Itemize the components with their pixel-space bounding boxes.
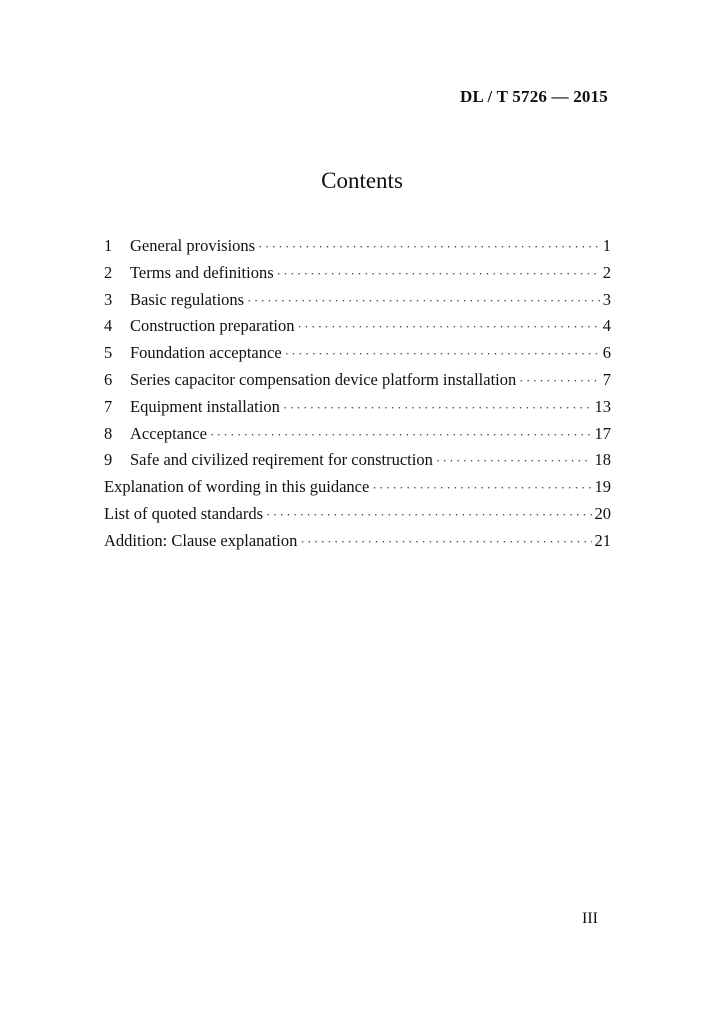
toc-entry-number: 1 bbox=[104, 236, 113, 255]
dot-leader bbox=[266, 507, 591, 523]
toc-entry-page: 18 bbox=[594, 450, 611, 470]
dot-leader bbox=[298, 319, 600, 335]
dot-leader bbox=[283, 400, 592, 416]
toc-entry-basic-regulations[interactable] bbox=[104, 290, 611, 317]
toc-entry-page: 2 bbox=[602, 262, 611, 282]
toc-entry-page: 17 bbox=[594, 423, 611, 443]
toc-entry-page: 4 bbox=[602, 316, 611, 336]
toc-entry-construction-preparation[interactable] bbox=[104, 316, 611, 343]
toc-entry-page: 13 bbox=[594, 396, 611, 416]
toc-entry-number: 7 bbox=[104, 396, 113, 416]
toc-entry-explanation-of-wording[interactable] bbox=[104, 477, 611, 504]
toc-entry-number: 9 bbox=[104, 450, 113, 470]
dot-leader bbox=[210, 427, 592, 443]
toc-entry-equipment-installation[interactable] bbox=[104, 397, 611, 424]
toc-entry-foundation-acceptance[interactable] bbox=[104, 343, 611, 370]
dot-leader bbox=[258, 239, 600, 255]
toc-entry-title: Terms and definitions bbox=[130, 262, 274, 282]
toc-entry-number: 3 bbox=[104, 289, 113, 309]
toc-entry-title: Explanation of wording in this guidance bbox=[104, 477, 370, 497]
toc-entry-quoted-standards[interactable] bbox=[104, 504, 611, 531]
dot-leader bbox=[277, 266, 600, 282]
toc-entry-number: 6 bbox=[104, 369, 113, 389]
dot-leader bbox=[247, 293, 600, 309]
toc-entry-platform-installation[interactable] bbox=[104, 370, 611, 397]
toc-entry-number: 5 bbox=[104, 343, 113, 363]
toc-entry-title: Basic regulations bbox=[130, 289, 245, 309]
table-of-contents bbox=[104, 236, 611, 558]
dot-leader bbox=[372, 480, 591, 496]
dot-leader bbox=[285, 346, 600, 362]
toc-entry-title: Safe and civilized reqirement for construction bbox=[130, 450, 433, 470]
dot-leader bbox=[519, 373, 600, 389]
toc-entry-safe-construction[interactable] bbox=[104, 450, 611, 477]
toc-entry-general-provisions[interactable] bbox=[104, 236, 611, 263]
dot-leader bbox=[436, 453, 592, 469]
toc-entry-title: Foundation acceptance bbox=[130, 343, 282, 363]
toc-entry-title: List of quoted standards bbox=[104, 503, 264, 523]
toc-entry-title: Acceptance bbox=[130, 423, 207, 443]
toc-entry-page: 21 bbox=[594, 530, 611, 550]
toc-entry-title: Series capacitor compensation device platform installation bbox=[130, 369, 517, 389]
toc-entry-number: 8 bbox=[104, 423, 113, 443]
toc-entry-title: Construction preparation bbox=[130, 316, 295, 336]
toc-entry-title: Addition: Clause explanation bbox=[104, 530, 298, 550]
document-code: DL / T 5726 — 2015 bbox=[460, 87, 608, 106]
toc-entry-title: Equipment installation bbox=[130, 396, 280, 416]
page-title: Contents bbox=[321, 168, 403, 193]
toc-entry-page: 3 bbox=[602, 289, 611, 309]
dot-leader bbox=[300, 534, 591, 550]
page-number: III bbox=[582, 910, 598, 927]
toc-entry-page: 1 bbox=[602, 236, 611, 255]
toc-entry-page: 20 bbox=[594, 503, 611, 523]
toc-entry-page: 6 bbox=[602, 343, 611, 363]
toc-entry-number: 2 bbox=[104, 262, 113, 282]
toc-entry-title: General provisions bbox=[130, 236, 256, 255]
toc-entry-clause-explanation[interactable] bbox=[104, 531, 611, 558]
toc-entry-page: 7 bbox=[602, 369, 611, 389]
toc-entry-page: 19 bbox=[594, 477, 611, 497]
toc-entry-number: 4 bbox=[104, 316, 113, 336]
toc-entry-terms-and-definitions[interactable] bbox=[104, 263, 611, 290]
toc-entry-acceptance[interactable] bbox=[104, 424, 611, 451]
